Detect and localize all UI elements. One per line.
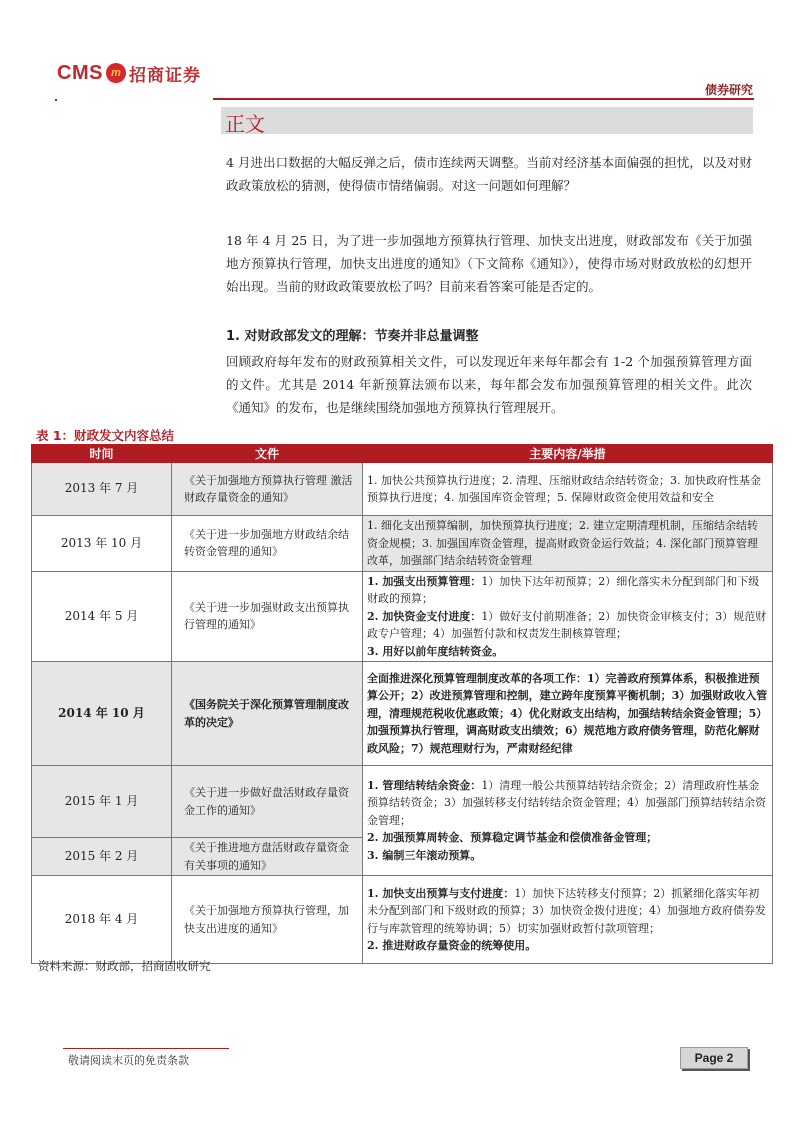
table-header-row xyxy=(32,445,773,463)
row-content: 1. 细化支出预算编制，加快预算执行进度；2. 建立定期清理机制，压缩结余结转资金规模；3. 加强国库资金管理，提高财政资金运行效益；4. 深化部门预算管理改革，加强部门结余结转资金管理 xyxy=(363,516,773,572)
header-content: 主要内容/举措 xyxy=(363,445,773,463)
row-document: 《关于进一步加强财政支出预算执行管理的通知》 xyxy=(172,571,363,662)
row-content xyxy=(363,766,773,876)
header-document: 文件 xyxy=(172,445,363,463)
content-point-text: 1）清理一般公共预算结转结余资金；2）清理政府性基金预算结转资金；3）加强转移支付结转结余资金管理；4）加强部门预算结转结余资金管理； xyxy=(367,778,766,827)
footer-divider xyxy=(63,1048,229,1049)
disclaimer-link: 敬请阅读末页的免责条款 xyxy=(68,1054,189,1067)
content-point-text: 1）加快下达转移支付预算；2）抓紧细化落实年初未分配到部门和下级财政的预算；3）加快资金拨付进度；4）加强地方政府债券发行与库款管理的统筹协调；5）切实加强财政暂付款项管理； xyxy=(367,886,766,935)
logo-badge-icon: m xyxy=(106,63,126,83)
header-time: 时间 xyxy=(32,445,172,463)
content-point-text: 1）加快下达年初预算；2）细化落实未分配到部门和下级财政的预算； xyxy=(367,574,760,605)
table-caption: 表 1：财政发文内容总结 xyxy=(36,428,175,443)
row-content: 全面推进深化预算管理制度改革的各项工作：1）完善政府预算体系，积极推进预算公开；2）改进预算管理和控制，建立跨年度预算平衡机制；3）加强财政收入管理，清理规范税收优惠政策；4）优化财政支出结构，加强结转结余资金管理；5）加强预算执行管理，调高财政支出绩效；6）规范地方政府债务管理，防范化解财政风险；7）规范理财行为，严肃财经纪律 xyxy=(363,662,773,766)
table-row xyxy=(32,662,773,766)
logo-text: CMS xyxy=(57,61,103,84)
page-number: Page 2 xyxy=(680,1047,748,1069)
content-point-title: 2. 加快资金支付进度： xyxy=(367,609,482,623)
row-time: 2014 年 10 月 xyxy=(32,662,172,766)
content-point-title: 1. 管理结转结余资金： xyxy=(367,778,482,792)
row-content xyxy=(363,571,773,662)
paragraph-review: 回顾政府每年发布的财政预算相关文件，可以发现近年来每年都会有 1-2 个加强预算管理方面的文件。尤其是 2014 年新预算法颁布以来，每年都会发布加强预算管理的相关文件。此次《通知》的发布，也是继续围绕加强地方预算执行管理展开。 xyxy=(226,354,752,415)
subsection-heading: 1. 对财政部发文的理解：节奏并非总量调整 xyxy=(226,329,479,344)
table-row xyxy=(32,766,773,838)
row-document: 《关于进一步加强地方财政结余结转资金管理的通知》 xyxy=(172,516,363,572)
content-point-title: 1. 加强支出预算管理： xyxy=(367,574,482,588)
row-time: 2014 年 5 月 xyxy=(32,571,172,662)
company-logo xyxy=(57,60,201,86)
row-time: 2018 年 4 月 xyxy=(32,876,172,964)
section-title: 正文 xyxy=(225,112,265,136)
policy-table xyxy=(31,444,773,964)
report-category: 债券研究 xyxy=(704,83,753,97)
row-time: 2015 年 2 月 xyxy=(32,838,172,876)
content-point-title: 3. 用好以前年度结转资金。 xyxy=(367,644,504,658)
content-point-title: 2. 推进财政存量资金的统筹使用。 xyxy=(367,939,537,952)
content-point-text: 1）做好支付前期准备；2）加快资金审核支付；3）规范财政专户管理；4）加强暂付款和权责发生制核算管理； xyxy=(367,609,767,640)
row-content xyxy=(363,876,773,964)
row-time: 2013 年 7 月 xyxy=(32,463,172,516)
table-row xyxy=(32,876,773,964)
row-document: 《关于推进地方盘活财政存量资金有关事项的通知》 xyxy=(172,838,363,876)
row-content: 1. 加快公共预算执行进度；2. 清理、压缩财政结余结转资金；3. 加快政府性基金预算执行进度；4. 加强国库资金管理；5. 保障财政资金使用效益和安全 xyxy=(363,463,773,516)
header-divider-dot xyxy=(55,99,57,101)
paragraph-intro: 4 月进出口数据的大幅反弹之后，债市连续两天调整。当前对经济基本面偏强的担忧，以及对财政政策放松的猜测，使得债市情绪偏弱。对这一问题如何理解？ xyxy=(226,155,752,193)
row-time: 2015 年 1 月 xyxy=(32,766,172,838)
row-document: 《国务院关于深化预算管理制度改革的决定》 xyxy=(172,662,363,766)
logo-chinese-name: 招商证券 xyxy=(128,65,201,86)
row-document: 《关于加强地方预算执行管理 激活财政存量资金的通知》 xyxy=(172,463,363,516)
content-point-title: 3. 编制三年滚动预算。 xyxy=(367,848,482,862)
header-divider xyxy=(213,98,754,100)
content-point-title: 1. 加快支出预算与支付进度： xyxy=(367,886,515,900)
section-title-bar xyxy=(221,107,753,134)
table-source: 资料来源：财政部，招商固收研究 xyxy=(38,959,211,973)
paragraph-notice: 18 年 4 月 25 日，为了进一步加强地方预算执行管理、加快支出进度，财政部发布《关于加强地方预算执行管理，加快支出进度的通知》（下文简称《通知》），使得市场对财政放松的幻想开始出现。当前的财政政策要放松了吗？目前来看答案可能是否定的。 xyxy=(226,233,752,294)
content-point-title: 2. 加强预算周转金、预算稳定调节基金和偿债准备金管理； xyxy=(367,831,658,845)
row-document: 《关于进一步做好盘活财政存量资金工作的通知》 xyxy=(172,766,363,838)
row-document: 《关于加强地方预算执行管理，加快支出进度的通知》 xyxy=(172,876,363,964)
table-row xyxy=(32,516,773,572)
table-row xyxy=(32,571,773,662)
table-row xyxy=(32,463,773,516)
row-time: 2013 年 10 月 xyxy=(32,516,172,572)
